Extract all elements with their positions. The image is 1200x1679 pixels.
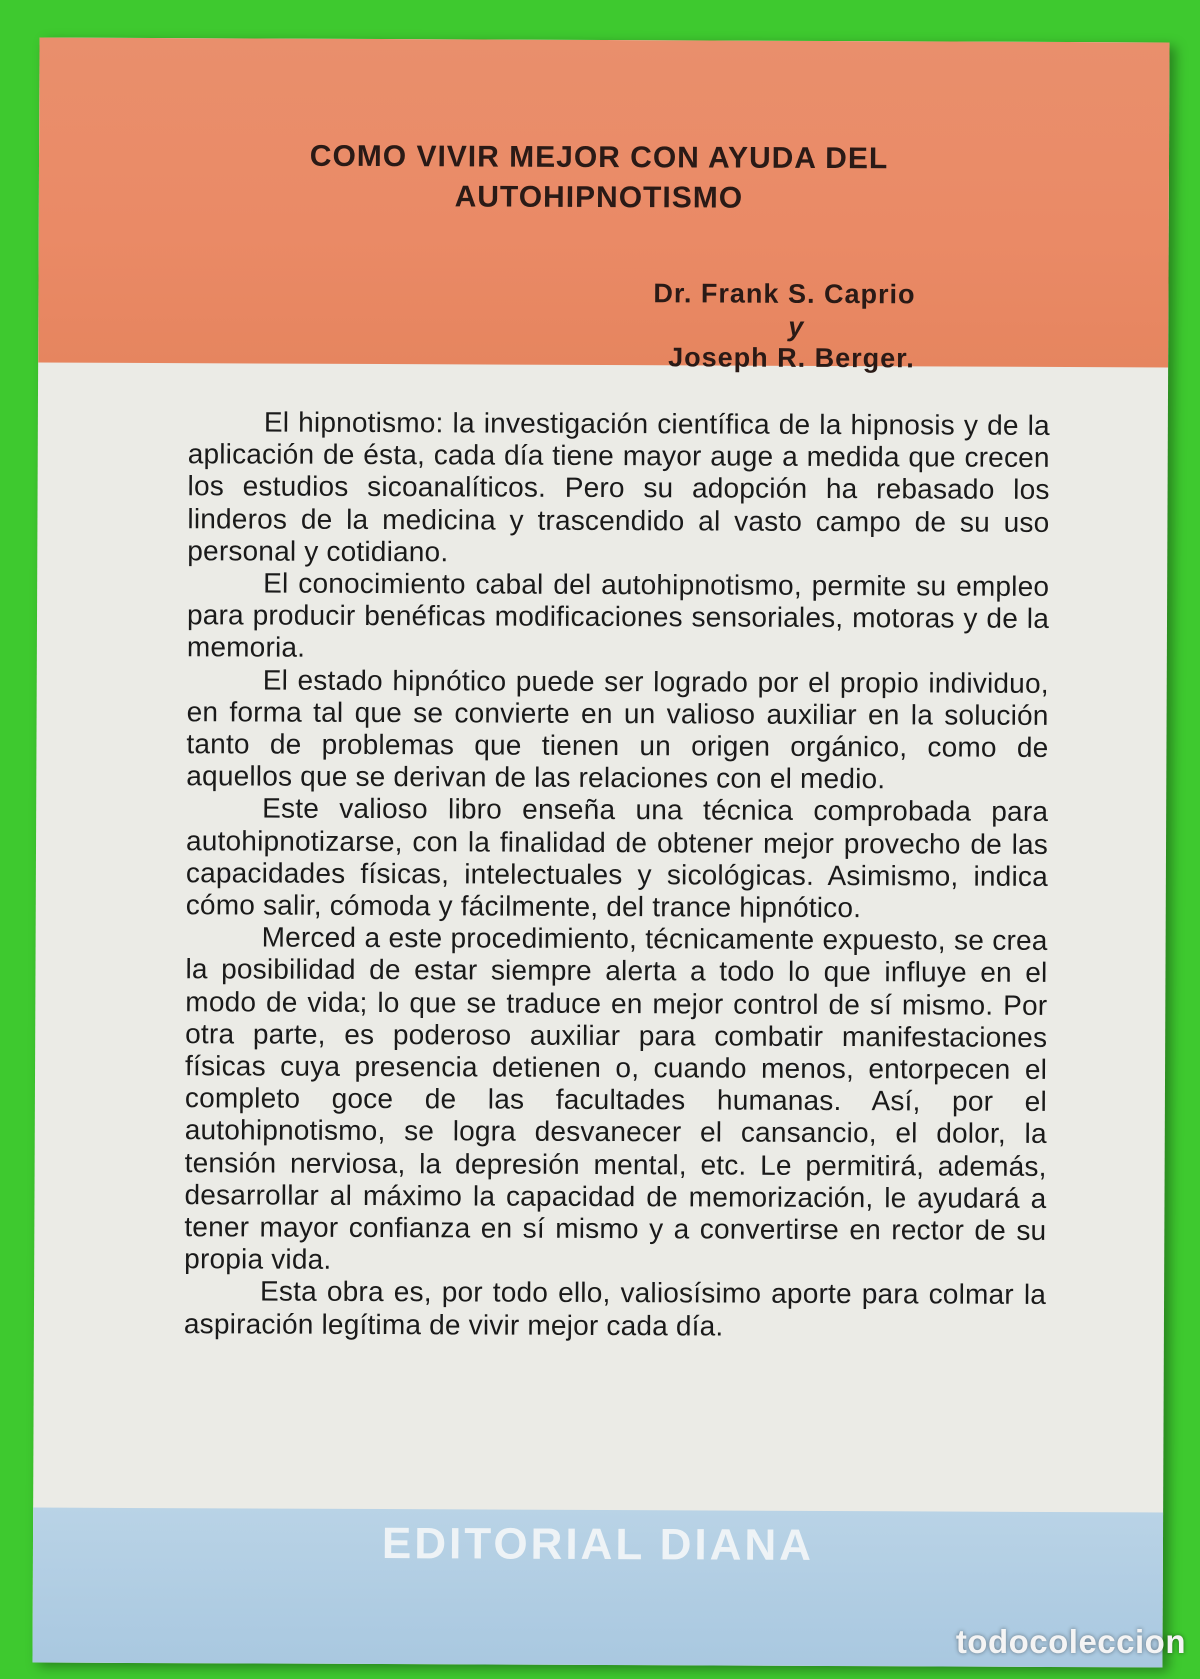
title-line-1: COMO VIVIR MEJOR CON AYUDA DEL — [309, 139, 889, 176]
publisher-name: EDITORIAL DIANA — [381, 1519, 815, 1570]
blurb-paragraph: Este valioso libro enseña una técnica comprobada para autohipnotizarse, con la finalidad de obtener mejor provecho de las capacidades físicas, intelectuales y sicológicas. Asimismo, indica cómo salir, cómoda y fácilmente, del trance hipnótico. — [185, 792, 1049, 924]
blurb-paragraph: El hipnotismo: la investigación científica de la hipnosis y de la aplicación de ésta, cada día tiene mayor auge a medida que crecen los estudios sicoanalíticos. Pero su adopción ha rebasado los linderos de la medicina y trascendido al vasto campo de su uso personal y cotidiano. — [187, 406, 1050, 568]
book-title — [99, 136, 1099, 220]
blurb-paragraph: El estado hipnótico puede ser logrado por el propio individuo, en forma tal que se convierte en un valioso auxiliar en la solución tanto de problemas que tienen un origen orgánico, como de aquellos que se derivan de las relaciones con el medio. — [186, 664, 1049, 795]
book-back-cover — [32, 38, 1169, 1668]
author-1: Dr. Frank S. Caprio — [653, 278, 916, 310]
blurb-paragraph: El conocimiento cabal del autohipnotismo, permite su empleo para producir benéficas modificaciones sensoriales, motoras y de la memoria. — [186, 567, 1050, 664]
author-2: Joseph R. Berger. — [668, 342, 915, 374]
watermark-logo: todocoleccion — [955, 1623, 1186, 1660]
blurb-paragraph: Esta obra es, por todo ello, valiosísimo aporte para colmar la aspiración legítima de vivir mejor cada día. — [183, 1276, 1047, 1342]
blurb-paragraph: Merced a este procedimiento, técnicamente expuesto, se crea la posibilidad de estar siempre alerta a todo lo que influye en el modo de vida; lo que se traduce en mejor control de sí mismo. Por otra parte, es poderoso auxiliar para combatir manifestaciones físicas cuya presencia detienen o, cuando menos, entorpecen el completo goce de las facultades humanas. Así, por el autohipnotismo, se logra desvanecer el cansancio, el dolor, la tensión nerviosa, la depresión mental, etc. Le permitirá, además, desarrollar al máximo la capacidad de memorización, le ayudará a tener mayor confianza en sí mismo y a convertirse en rector de su propia vida. — [184, 921, 1048, 1276]
blurb-text — [184, 406, 1050, 1344]
title-line-2: AUTOHIPNOTISMO — [454, 180, 744, 215]
author-conjunction: y — [788, 311, 805, 342]
